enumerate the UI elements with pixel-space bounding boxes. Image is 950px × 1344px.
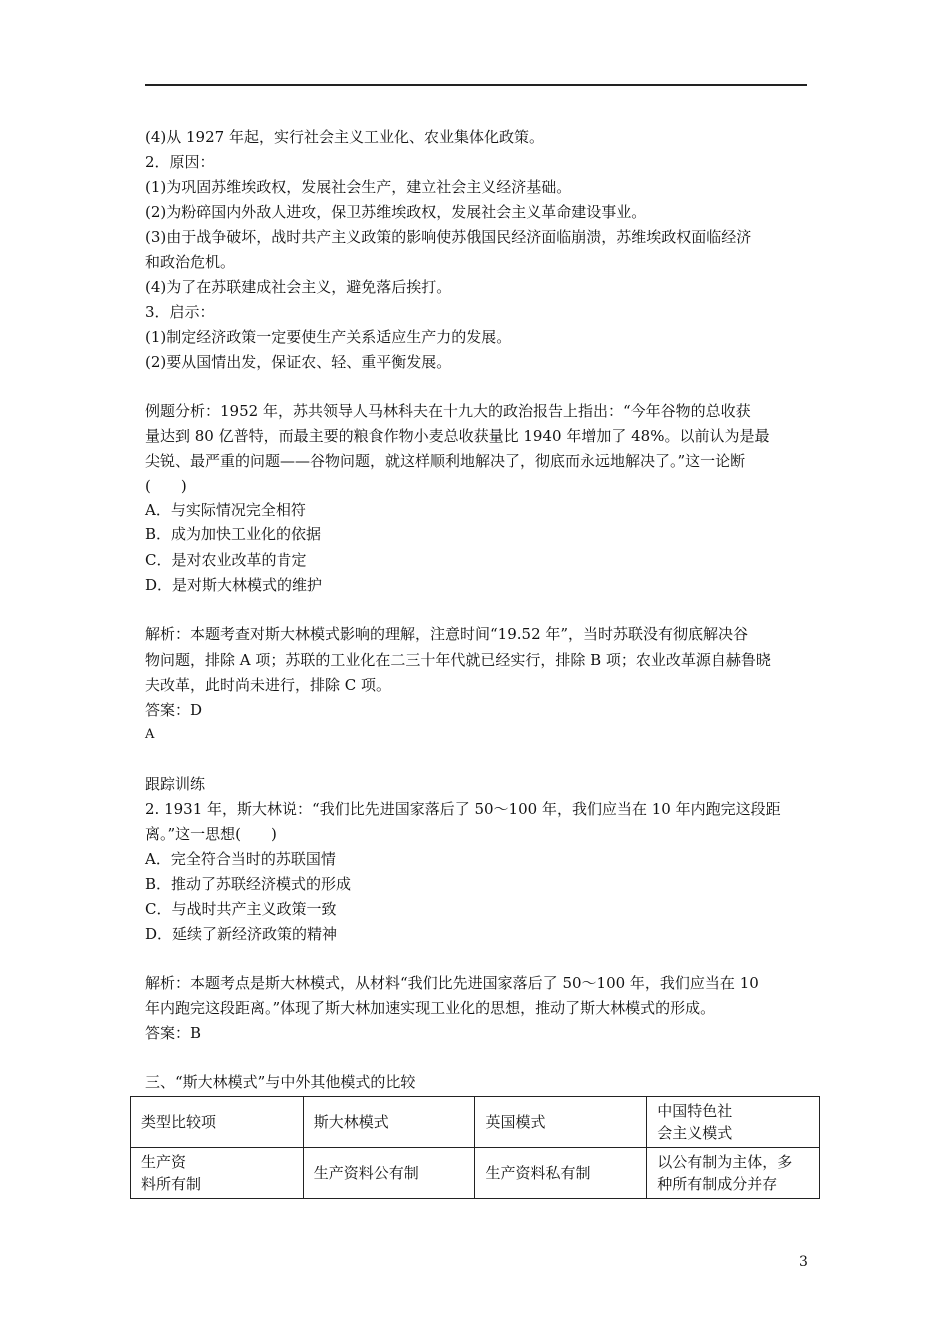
cell-line: 会主义模式 — [657, 1124, 733, 1142]
table-header-row — [131, 1097, 820, 1148]
option-d: D．延续了新经济政策的精神 — [145, 925, 338, 943]
text-line: 3．启示： — [145, 303, 215, 321]
analysis-line: 解析：本题考查对斯大林模式影响的理解，注意时间“19.52 年”，当时苏联没有彻底解决谷 — [145, 625, 749, 643]
analysis-line: 夫改革，此时尚未进行，排除 C 项。 — [145, 676, 392, 694]
option-d: D．是对斯大林模式的维护 — [145, 576, 323, 594]
question-line: 2. 1931 年，斯大林说：“我们比先进国家落后了 50～100 年，我们应当在 10 年内跑完这段距 — [145, 800, 781, 818]
stalin-cell: 生产资料公有制 — [303, 1148, 475, 1199]
option-a: A．完全符合当时的苏联国情 — [145, 850, 336, 868]
option-b: B．推动了苏联经济模式的形成 — [145, 875, 352, 893]
text-line: (2)为粉碎国内外敌人进攻，保卫苏维埃政权，发展社会主义革命建设事业。 — [145, 203, 647, 221]
comparison-table — [130, 1096, 820, 1199]
page-number: 3 — [799, 1254, 808, 1270]
option-b: B．成为加快工业化的依据 — [145, 525, 322, 543]
stray-mark: A — [145, 727, 155, 742]
option-c: C．是对农业改革的肯定 — [145, 551, 307, 569]
table-caption: 三、“斯大林模式”与中外其他模式的比较 — [145, 1073, 416, 1091]
table-row — [131, 1148, 820, 1199]
cell-line: 料所有制 — [141, 1175, 202, 1193]
option-c: C．与战时共产主义政策一致 — [145, 900, 337, 918]
text-line: 和政治危机。 — [145, 253, 236, 271]
text-line: 2．原因： — [145, 153, 215, 171]
china-cell — [647, 1148, 820, 1199]
header-cell-type: 类型比较项 — [131, 1097, 304, 1148]
analysis-line: 解析：本题考点是斯大林模式，从材料“我们比先进国家落后了 50～100 年，我们应当在 10 — [145, 974, 759, 992]
row-label-cell — [131, 1148, 304, 1199]
answer-line: 答案：B — [145, 1024, 202, 1042]
text-line: (4)为了在苏联建成社会主义，避免落后挨打。 — [145, 278, 452, 296]
britain-cell: 生产资料私有制 — [475, 1148, 647, 1199]
cell-line: 以公有制为主体，多 — [657, 1153, 793, 1171]
text-line: (1)制定经济政策一定要使生产关系适应生产力的发展。 — [145, 328, 512, 346]
answer-line: 答案：D — [145, 701, 203, 719]
text-line: (4)从 1927 年起，实行社会主义工业化、农业集体化政策。 — [145, 128, 544, 146]
example-line: 尖锐、最严重的问题——谷物问题，就这样顺利地解决了，彻底而永远地解决了。”这一论断 — [145, 452, 746, 470]
cell-line: 生产资 — [141, 1153, 187, 1171]
example-line: 例题分析：1952 年，苏共领导人马林科夫在十九大的政治报告上指出：“今年谷物的总收获 — [145, 402, 751, 420]
header-cell-china — [647, 1097, 820, 1148]
example-line: ( ) — [145, 477, 187, 495]
cell-line: 种所有制成分并存 — [657, 1175, 778, 1193]
analysis-line: 物问题，排除 A 项；苏联的工业化在二三十年代就已经实行，排除 B 项；农业改革源自赫鲁晓 — [145, 651, 771, 669]
analysis-line: 年内跑完这段距离。”体现了斯大林加速实现工业化的思想，推动了斯大林模式的形成。 — [145, 999, 716, 1017]
text-line: (3)由于战争破坏，战时共产主义政策的影响使苏俄国民经济面临崩溃，苏维埃政权面临经济 — [145, 228, 752, 246]
section-heading: 跟踪训练 — [145, 775, 206, 793]
option-a: A．与实际情况完全相符 — [145, 501, 306, 519]
header-cell-stalin: 斯大林模式 — [303, 1097, 475, 1148]
question-line: 离。”这一思想( ) — [145, 825, 277, 843]
header-rule — [145, 84, 807, 86]
example-line: 量达到 80 亿普特，而最主要的粮食作物小麦总收获量比 1940 年增加了 48%。以前认为是最 — [145, 427, 770, 445]
header-cell-britain: 英国模式 — [475, 1097, 647, 1148]
text-line: (1)为巩固苏维埃政权，发展社会生产，建立社会主义经济基础。 — [145, 178, 572, 196]
cell-line: 中国特色社 — [657, 1102, 733, 1120]
text-line: (2)要从国情出发，保证农、轻、重平衡发展。 — [145, 353, 452, 371]
